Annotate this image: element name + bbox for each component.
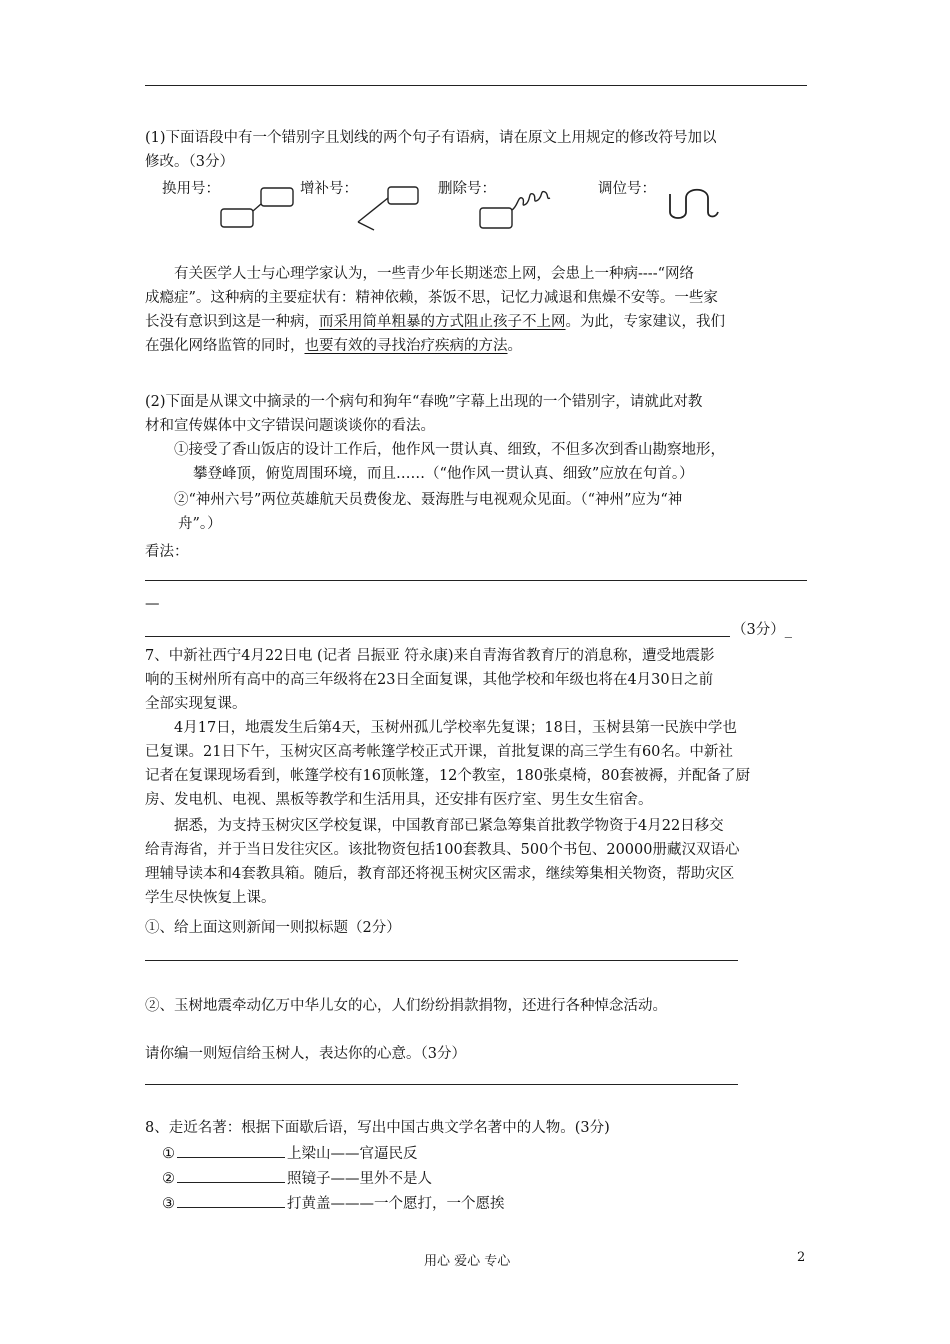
- q1-passage-line-4: [145, 336, 522, 356]
- insert-mark-icon: [354, 184, 420, 232]
- q8-item-1: [162, 1143, 418, 1164]
- q8-item-text: 照镜子——里外不是人: [287, 1171, 432, 1187]
- replace-mark-label: 换用号：: [162, 181, 220, 197]
- q8-title: 8、走近名著：根据下面歇后语，写出中国古典文学名著中的人物。(3分): [145, 1120, 610, 1136]
- q7-news-line: 记者在复课现场看到，帐篷学校有16顶帐篷，12个教室，180张桌椅，80套被褥，并配备了厨: [145, 768, 751, 784]
- header-rule: [145, 85, 807, 86]
- q2-intro-line-2: 材和宣传媒体中文字错误问题谈谈你的看法。: [145, 418, 435, 434]
- q2-item-2-line-1: ②“神州六号”两位英雄航天员费俊龙、聂海胜与电视观众见面。（“神州”应为“神: [174, 492, 683, 508]
- q7-news-line: 4月17日，地震发生后第4天，玉树州孤儿学校率先复课；18日，玉树县第一民族中学也: [174, 720, 737, 736]
- transpose-mark-label: 调位号：: [598, 181, 656, 197]
- answer-line[interactable]: [145, 960, 738, 961]
- q1-passage-text: 。为此，专家建议，我们: [565, 314, 725, 330]
- q7-news-line: 理辅导读本和4套教具箱。随后，教育部还将视玉树灾区需求，继续筹集相关物资，帮助灾区: [145, 866, 735, 882]
- q1-passage-text: 。: [507, 338, 522, 354]
- q1-passage-line-3: [145, 312, 725, 332]
- insert-mark-label: 增补号：: [300, 181, 358, 197]
- q1-intro-line-1: (1)下面语段中有一个错别字且划线的两个句子有语病，请在原文上用规定的修改符号加以: [145, 130, 717, 146]
- answer-dash: —: [145, 596, 160, 612]
- q7-sub-question-2: ②、玉树地震牵动亿万中华儿女的心，人们纷纷捐款捐物，还进行各种悼念活动。: [145, 998, 667, 1014]
- q8-item-number: ②: [162, 1171, 175, 1187]
- answer-line[interactable]: [145, 1084, 738, 1085]
- q2-score: （3分）_: [732, 622, 792, 638]
- replace-mark-icon: [218, 186, 298, 230]
- q2-intro-line-1: (2)下面是从课文中摘录的一个病句和狗年“春晚”字幕上出现的一个错别字，请就此对教: [145, 394, 703, 410]
- delete-mark-label: 删除号：: [438, 181, 496, 197]
- fill-blank[interactable]: [177, 1168, 285, 1183]
- q8-item-number: ①: [162, 1146, 175, 1162]
- underlined-sentence-2: 也要有效的寻找治疗疾病的方法: [304, 338, 508, 354]
- q7-news-line: 7、中新社西宁4月22日电 (记者 吕振亚 符永康)来自青海省教育厅的消息称，遭受地震影: [145, 648, 715, 664]
- q1-passage-text: 长没有意识到这是一种病，: [145, 314, 319, 330]
- q1-passage-line-2: 成瘾症”。这种病的主要症状有：精神依赖，茶饭不思，记忆力减退和焦燥不安等。一些家: [145, 290, 718, 306]
- q7-news-line: 房、发电机、电视、黑板等教学和生活用具，还安排有医疗室、男生女生宿舍。: [145, 792, 653, 808]
- q2-item-1-line-2: 攀登峰顶，俯览周围环境，而且……（“他作风一贯认真、细致”应放在句首。）: [193, 466, 694, 482]
- answer-line[interactable]: [145, 636, 730, 637]
- q7-news-line: 全部实现复课。: [145, 696, 247, 712]
- page-number: 2: [797, 1250, 806, 1265]
- q7-news-line: 给青海省，并于当日发往灾区。该批物资包括100套教具、500个书包、20000册藏汉双语心: [145, 842, 740, 858]
- fill-blank[interactable]: [177, 1193, 285, 1208]
- q7-sub-question-2-prompt: 请你编一则短信给玉树人，表达你的心意。（3分）: [145, 1046, 466, 1062]
- q1-intro-line-2: 修改。（3分）: [145, 154, 234, 170]
- q7-news-line: 据悉，为支持玉树灾区学校复课，中国教育部已紧急筹集首批教学物资于4月22日移交: [174, 818, 724, 834]
- q7-sub-question-1: ①、给上面这则新闻一则拟标题（2分）: [145, 920, 401, 936]
- q7-news-line: 学生尽快恢复上课。: [145, 890, 276, 906]
- q7-news-line: 响的玉树州所有高中的高三年级将在23日全面复课，其他学校和年级也将在4月30日之前: [145, 672, 714, 688]
- footer-motto: 用心 爱心 专心: [424, 1254, 511, 1269]
- underlined-sentence-1: 而采用简单粗暴的方式阻止孩子不上网: [319, 314, 566, 330]
- q8-item-number: ③: [162, 1196, 175, 1212]
- q8-item-2: [162, 1168, 432, 1189]
- q8-item-text: 打黄盖———一个愿打，一个愿挨: [287, 1196, 505, 1212]
- q1-passage-line-1: 有关医学人士与心理学家认为，一些青少年长期迷恋上网，会患上一种病----“网络: [174, 266, 695, 282]
- q7-news-line: 已复课。21日下午，玉树灾区高考帐篷学校正式开课，首批复课的高三学生有60名。中新社: [145, 744, 733, 760]
- fill-blank[interactable]: [177, 1143, 285, 1158]
- q1-passage-text: 在强化网络监管的同时，: [145, 338, 305, 354]
- q2-item-2-line-2: 舟”。）: [178, 516, 222, 532]
- opinion-label: 看法：: [145, 544, 189, 560]
- delete-mark-icon: [478, 188, 554, 232]
- answer-line[interactable]: [145, 580, 807, 581]
- q8-item-text: 上梁山——官逼民反: [287, 1146, 418, 1162]
- q8-item-3: [162, 1193, 505, 1214]
- transpose-mark-icon: [664, 188, 728, 220]
- q2-item-1-line-1: ①接受了香山饭店的设计工作后，他作风一贯认真、细致，不但多次到香山勘察地形，: [174, 442, 725, 458]
